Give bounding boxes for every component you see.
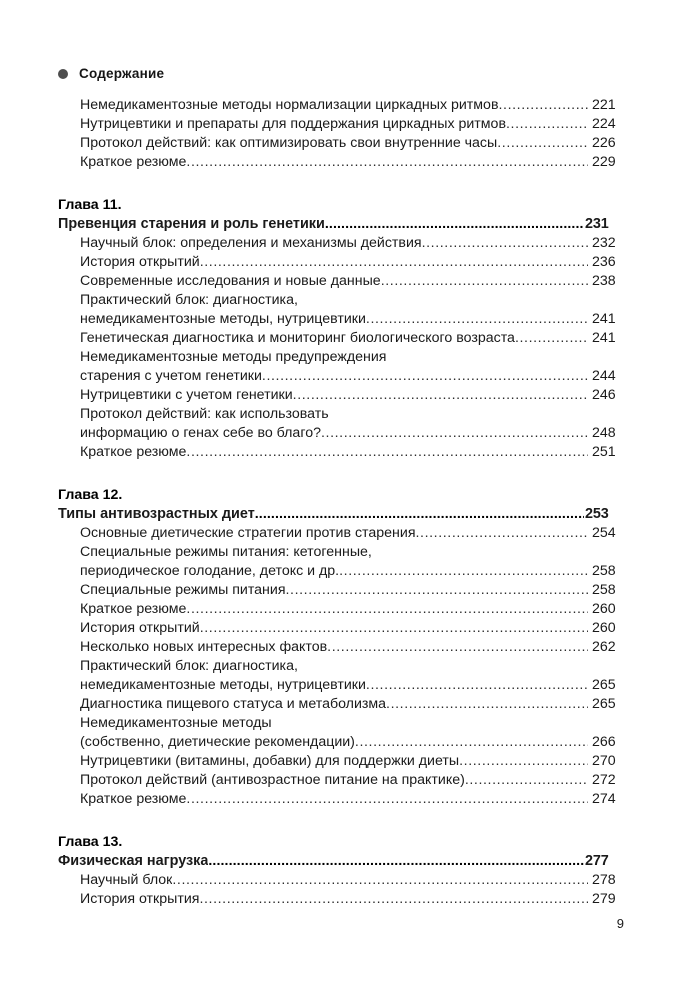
dot-leader xyxy=(321,424,588,443)
toc-page-number: 265 xyxy=(592,677,616,693)
toc-block xyxy=(58,833,624,909)
dot-leader xyxy=(199,890,588,909)
chapter-title-label: Типы антивозрастных диет xyxy=(58,506,255,522)
toc-entry-label: Краткое резюме xyxy=(80,444,187,460)
toc-entry-wrap-line[interactable]: Немедикаментозные методы xyxy=(80,715,272,731)
toc-entry-label: Основные диетические стратегии против старения xyxy=(80,525,416,541)
toc-entry-label: Протокол действий: как оптимизировать свои внутренние часы xyxy=(80,135,498,151)
toc-entry-label: Краткое резюме xyxy=(80,601,187,617)
toc-entry[interactable] xyxy=(80,153,624,172)
toc-page-number: 236 xyxy=(592,254,616,270)
chapter-label: Глава 12. xyxy=(58,487,123,503)
toc-entry-label: Нутрицевтики (витамины, добавки) для поддержки диеты xyxy=(80,753,460,769)
dot-leader xyxy=(186,153,588,172)
dot-leader xyxy=(515,329,588,348)
dot-leader xyxy=(262,367,588,386)
dot-leader xyxy=(498,96,588,115)
dot-leader xyxy=(416,524,589,543)
toc-entry[interactable] xyxy=(80,890,624,909)
toc-block xyxy=(58,486,624,809)
chapter-title-entry[interactable] xyxy=(58,852,624,871)
toc-entry-label: История открытия xyxy=(80,891,200,907)
chapter-label: Глава 11. xyxy=(58,197,122,213)
toc-entry-label: Нутрицевтики и препараты для поддержания циркадных ритмов xyxy=(80,116,506,132)
dot-leader xyxy=(293,386,588,405)
toc-page-number: 258 xyxy=(592,582,616,598)
toc-entry[interactable] xyxy=(80,619,624,638)
toc-entry-label: Протокол действий (антивозрастное питание на практике) xyxy=(80,772,465,788)
dot-leader xyxy=(422,234,588,253)
toc-page-number: 262 xyxy=(592,639,616,655)
toc-entry-label: немедикаментозные методы, нутрицевтики xyxy=(80,311,366,327)
dot-leader xyxy=(327,638,588,657)
toc-page-number: 231 xyxy=(585,216,609,232)
toc-page-number: 251 xyxy=(592,444,616,460)
toc-entry-wrap-line[interactable]: Специальные режимы питания: кетогенные, xyxy=(80,544,372,560)
dot-leader xyxy=(355,733,588,752)
toc-block xyxy=(58,196,624,462)
toc-page-number: 258 xyxy=(592,563,616,579)
toc-entry-label: Современные исследования и новые данные xyxy=(80,273,381,289)
toc-entry-label: Научный блок xyxy=(80,872,173,888)
toc-page-number: 224 xyxy=(592,116,616,132)
bullet-circle-icon xyxy=(58,69,68,79)
dot-leader xyxy=(366,676,588,695)
chapter-title-entry[interactable] xyxy=(58,215,624,234)
toc-entry[interactable] xyxy=(80,253,624,272)
toc-entry[interactable] xyxy=(80,562,624,581)
toc-page-number: 221 xyxy=(592,97,616,113)
toc-page-number: 238 xyxy=(592,273,616,289)
toc-entry[interactable] xyxy=(80,424,624,443)
toc-entry-label: История открытий xyxy=(80,620,200,636)
toc-page-number: 270 xyxy=(592,753,616,769)
dot-leader xyxy=(381,272,588,291)
dot-leader xyxy=(506,115,588,134)
toc-entry-label: Научный блок: определения и механизмы действия xyxy=(80,235,422,251)
dot-leader xyxy=(200,619,588,638)
dot-leader xyxy=(172,871,588,890)
dot-leader xyxy=(325,215,584,234)
toc-page-number: 253 xyxy=(585,506,609,522)
toc-page-number: 254 xyxy=(592,525,616,541)
toc-entry[interactable] xyxy=(80,771,624,790)
table-of-contents xyxy=(58,96,624,909)
toc-entry-label: Генетическая диагностика и мониторинг биологического возраста xyxy=(80,330,515,346)
toc-page-number: 246 xyxy=(592,387,616,403)
chapter-label: Глава 13. xyxy=(58,834,123,850)
toc-entry-label: информацию о генах себе во благо? xyxy=(80,425,321,441)
dot-leader xyxy=(186,443,588,462)
toc-entry-label: периодическое голодание, детокс и др. xyxy=(80,563,340,579)
page-folio: 9 xyxy=(616,916,624,931)
toc-entry[interactable] xyxy=(80,310,624,329)
toc-entry[interactable] xyxy=(80,524,624,543)
toc-entry[interactable] xyxy=(80,234,624,253)
toc-page-number: 265 xyxy=(592,696,616,712)
toc-page-number: 241 xyxy=(592,311,616,327)
toc-entry[interactable] xyxy=(80,676,624,695)
toc-entry[interactable] xyxy=(80,134,624,153)
toc-block xyxy=(58,96,624,172)
toc-entry[interactable] xyxy=(80,581,624,600)
toc-entry[interactable] xyxy=(80,386,624,405)
toc-entry-label: Немедикаментозные методы нормализации циркадных ритмов xyxy=(80,97,499,113)
toc-entry-wrap-line[interactable]: Практический блок: диагностика, xyxy=(80,658,298,674)
toc-entry[interactable] xyxy=(80,695,624,714)
toc-entry[interactable] xyxy=(80,367,624,386)
toc-page-number: 232 xyxy=(592,235,616,251)
toc-entry-label: старения с учетом генетики xyxy=(80,368,262,384)
dot-leader xyxy=(200,253,588,272)
dot-leader xyxy=(255,505,584,524)
running-head xyxy=(58,66,164,81)
toc-entry[interactable] xyxy=(80,443,624,462)
toc-entry-label: немедикаментозные методы, нутрицевтики xyxy=(80,677,366,693)
toc-entry-label: Диагностика пищевого статуса и метаболизма xyxy=(80,696,387,712)
dot-leader xyxy=(186,600,588,619)
toc-entry-label: Специальные режимы питания xyxy=(80,582,286,598)
toc-entry[interactable] xyxy=(80,329,624,348)
toc-entry-label: Нутрицевтики с учетом генетики xyxy=(80,387,293,403)
toc-entry[interactable] xyxy=(80,600,624,619)
toc-entry[interactable] xyxy=(80,733,624,752)
toc-page-number: 272 xyxy=(592,772,616,788)
chapter-title-label: Превенция старения и роль генетики xyxy=(58,216,325,232)
toc-entry[interactable] xyxy=(80,115,624,134)
dot-leader xyxy=(497,134,588,153)
toc-entry[interactable] xyxy=(80,790,624,809)
toc-page-number: 278 xyxy=(592,872,616,888)
toc-entry[interactable] xyxy=(80,96,624,115)
dot-leader xyxy=(386,695,588,714)
toc-entry-label: Краткое резюме xyxy=(80,154,187,170)
toc-entry[interactable] xyxy=(80,871,624,890)
toc-page-number: 277 xyxy=(585,853,609,869)
dot-leader xyxy=(465,771,588,790)
toc-entry-label: Несколько новых интересных фактов xyxy=(80,639,328,655)
toc-entry-label: (собственно, диетические рекомендации) xyxy=(80,734,355,750)
dot-leader xyxy=(366,310,588,329)
dot-leader xyxy=(459,752,588,771)
dot-leader xyxy=(339,562,588,581)
dot-leader xyxy=(286,581,588,600)
toc-entry[interactable] xyxy=(80,638,624,657)
toc-entry[interactable] xyxy=(80,272,624,291)
toc-page-number: 260 xyxy=(592,620,616,636)
toc-entry-wrap-line[interactable]: Немедикаментозные методы предупреждения xyxy=(80,349,387,365)
toc-page-number: 229 xyxy=(592,154,616,170)
chapter-title-label: Физическая нагрузка xyxy=(58,853,209,869)
toc-entry-wrap-line[interactable]: Протокол действий: как использовать xyxy=(80,406,329,422)
toc-entry-label: Краткое резюме xyxy=(80,791,187,807)
toc-page-number: 241 xyxy=(592,330,616,346)
toc-page-number: 279 xyxy=(592,891,616,907)
toc-entry-label: История открытий xyxy=(80,254,200,270)
toc-entry[interactable] xyxy=(80,752,624,771)
toc-page-number: 260 xyxy=(592,601,616,617)
toc-page-number: 226 xyxy=(592,135,616,151)
dot-leader xyxy=(186,790,588,809)
running-head-title: Содержание xyxy=(79,66,165,81)
toc-page-number: 266 xyxy=(592,734,616,750)
toc-page-number: 274 xyxy=(592,791,616,807)
dot-leader xyxy=(208,852,584,871)
chapter-title-entry[interactable] xyxy=(58,505,624,524)
toc-page-number: 244 xyxy=(592,368,616,384)
toc-entry-wrap-line[interactable]: Практический блок: диагностика, xyxy=(80,292,298,308)
toc-page-number: 248 xyxy=(592,425,616,441)
